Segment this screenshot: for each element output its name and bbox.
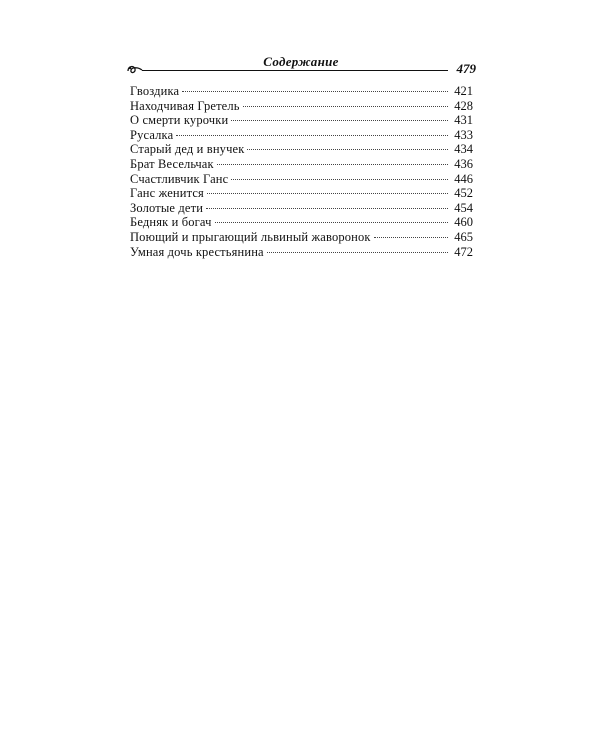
toc-entry-page: 465 — [454, 229, 473, 244]
toc-entry — [130, 230, 473, 245]
toc-entry-title: Русалка — [130, 127, 174, 142]
toc-entry-title: Бедняк и богач — [130, 215, 212, 230]
toc-entry — [130, 157, 473, 172]
toc-entry-page: 446 — [454, 171, 473, 186]
header-rule — [142, 70, 448, 71]
toc-entry — [130, 142, 473, 157]
toc-entry — [130, 245, 473, 260]
toc-entry — [130, 172, 473, 187]
toc-entry — [130, 99, 473, 114]
toc-entry — [130, 201, 473, 216]
dot-leader — [267, 252, 448, 253]
toc-entry-title: Золотые дети — [130, 200, 204, 215]
dot-leader — [243, 106, 448, 107]
dot-leader — [182, 91, 448, 92]
dot-leader — [231, 120, 448, 121]
toc-entry-page: 452 — [454, 186, 473, 201]
dot-leader — [247, 149, 448, 150]
toc-entry-title: Гвоздика — [130, 84, 180, 98]
toc-entry-page: 431 — [454, 113, 473, 128]
toc-entry-title: Находчивая Гретель — [130, 98, 240, 113]
toc-entry-title: Умная дочь крестьянина — [130, 244, 264, 259]
toc-entry-page: 460 — [454, 215, 473, 230]
dot-leader — [374, 237, 448, 238]
toc-entry — [130, 215, 473, 230]
toc-entry-title: Ганс женится — [130, 186, 204, 201]
dot-leader — [215, 222, 448, 223]
dot-leader — [231, 179, 448, 180]
toc-entry — [130, 128, 473, 143]
page-number: 479 — [456, 61, 476, 76]
toc-entry — [130, 113, 473, 128]
section-title: Содержание — [263, 54, 339, 69]
toc-entry-title: Брат Весельчак — [130, 156, 214, 171]
toc-entry-page: 428 — [454, 98, 473, 113]
toc-entry-page: 433 — [454, 127, 473, 142]
toc-entry — [130, 84, 473, 99]
toc-entry-page: 421 — [454, 84, 473, 98]
toc-entry-page: 434 — [454, 142, 473, 157]
toc-entry-title: Поющий и прыгающий львиный жаворонок — [130, 229, 371, 244]
toc-entry-title: Старый дед и внучек — [130, 142, 245, 157]
toc-entry-page: 472 — [454, 244, 473, 259]
toc-entry-page: 436 — [454, 156, 473, 171]
toc-entry-title: О смерти курочки — [130, 113, 229, 128]
dot-leader — [217, 164, 448, 165]
running-header — [126, 52, 476, 82]
dot-leader — [206, 208, 448, 209]
toc-entry — [130, 186, 473, 201]
toc-entry-page: 454 — [454, 200, 473, 215]
dot-leader — [207, 193, 448, 194]
dot-leader — [176, 135, 448, 136]
table-of-contents — [130, 84, 473, 259]
toc-entry-title: Счастливчик Ганс — [130, 171, 229, 186]
